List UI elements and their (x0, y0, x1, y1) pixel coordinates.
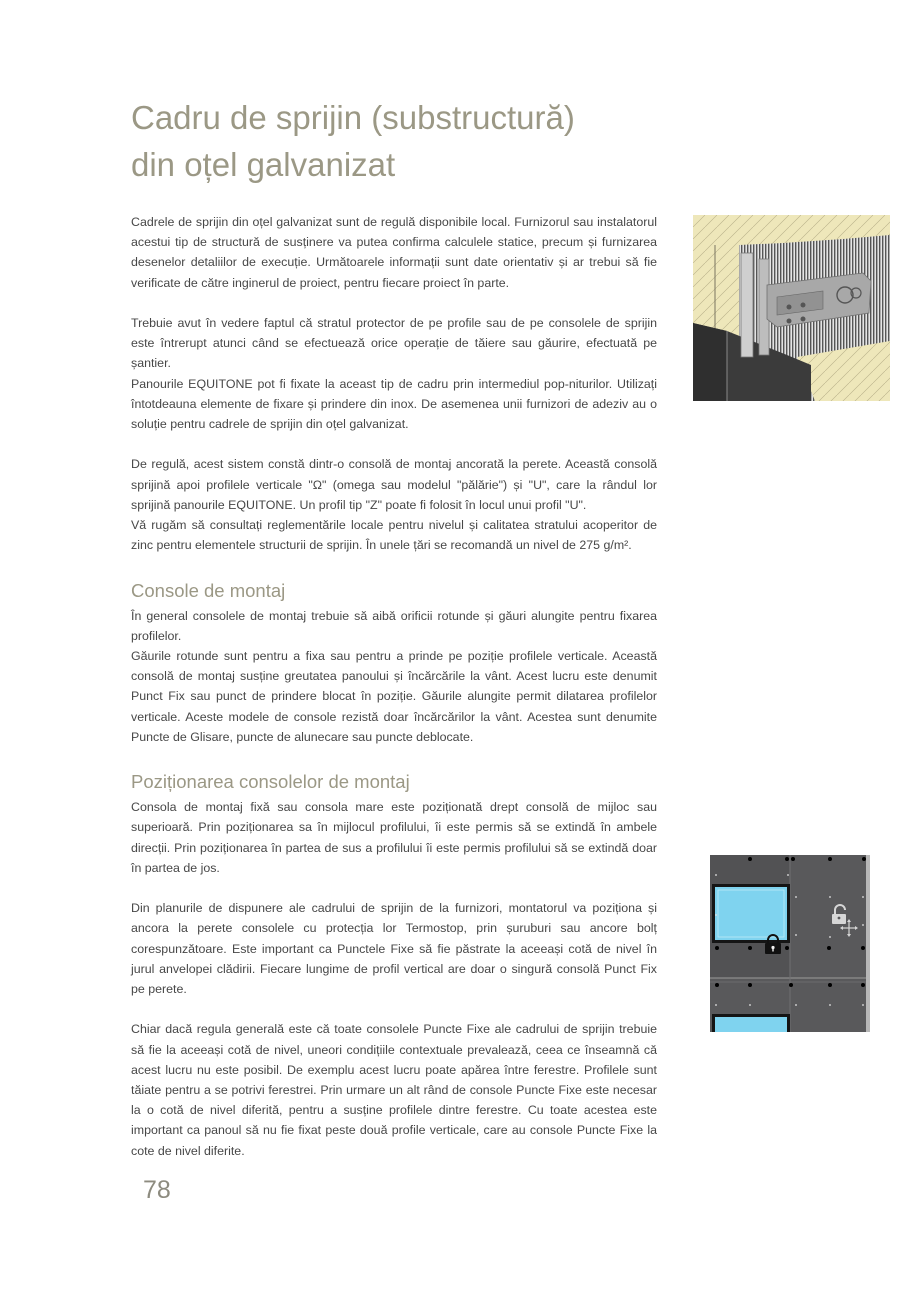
vertical-profile (741, 253, 753, 357)
paragraph-text: Găurile rotunde sunt pentru a fixa sau pentru a prinde pe poziție profilele verticale. Această consolă de montaj susține greutatea panoului și încărcările la vânt. Acest lucru este denumit Punct Fix sau punct de prindere blocat în poziție. Găurile alungite permit dilatarea profilelor verticale. Aceste modele de console rezistă doar încărcărilor la vânt. Acestea sunt denumite Puncte de Glisare, puncte de alunecare sau puncte deblocate. (131, 649, 657, 744)
paragraph-text: Panourile EQUITONE pot fi fixate la aceast tip de cadru prin intermediul pop-niturilor. Utilizați întotdeauna elemente de fixare și prindere din inox. De asemenea unii furnizori de adeziv au o soluție pentru cadrele de sprijin din oțel galvanizat. (131, 376, 657, 432)
panel-edge (866, 855, 870, 1032)
paragraph-text: Cadrele de sprijin din oțel galvanizat sunt de regulă disponibile local. Furnizorul sau instalatorul acestui tip de structură de susținere va putea confirma calculele statice, precum și furnizarea desenelor detaliilor de execuție. Următoarele informații sunt date orientativ și ar trebui să fie verificate de către inginerul de proiect, pentru fiecare proiect în parte. (131, 215, 657, 290)
page-number: 78 (143, 1176, 171, 1204)
section-heading-console: Console de montaj (131, 579, 286, 601)
paragraph-text: De regulă, acest sistem constă dintr-o consolă de montaj ancorată la perete. Această consolă sprijină apoi profilele verticale "Ω" (omega sau modelul "pălărie") și "U", care la rândul lor sprijină panourile EQUITONE. Un profil tip "Z" poate fi folosit în locul unui profil "U". (131, 457, 657, 512)
console-paragraph (131, 606, 657, 747)
page-title-line-1: Cadru de sprijin (substructură) (131, 99, 575, 136)
positioning-paragraph-3 (131, 1019, 657, 1160)
main-text-column (131, 212, 657, 1181)
paragraph-text: Consola de montaj fixă sau consola mare este poziționată drept consolă de mijloc sau superioară. Prin poziționarea sa în mijlocul profilului, îi este permis să se extindă în ambele direcții. Prin poziționarea în partea de sus a profilului îi este permis profilului să se extindă doar în partea de jos. (131, 800, 657, 875)
intro-paragraph-2 (131, 313, 657, 434)
rivet (801, 317, 806, 322)
paragraph-text: Chiar dacă regula generală este că toate consolele Puncte Fixe ale cadrului de sprijin trebuie să fie la aceeași cotă de nivel, uneori condițiile contextuale prevalează, ceea ce înseamnă că acest lucru nu este posibil. De exemplu acest lucru poate apărea între ferestre. Profilele sunt tăiate pentru a se potrivi ferestrei. Prin urmare un alt rând de console Puncte Fixe este necesar la o cotă de nivel diferită, pentru a susține profilele dintre ferestre. Cu toate acestea este important ca panoul să nu fie fixat peste două profile verticale, care au console Puncte Fixe la cote de nivel diferite. (131, 1022, 657, 1158)
facade-panel-left (693, 323, 727, 401)
intro-paragraph-1 (131, 212, 657, 293)
page-title-line-2: din oțel galvanizat (131, 146, 396, 183)
intro-paragraph-3 (131, 454, 657, 555)
positioning-paragraph-2 (131, 898, 657, 999)
positioning-paragraph-1 (131, 797, 657, 878)
section-heading-positioning: Poziționarea consolelor de montaj (131, 771, 410, 793)
paragraph-text: Trebuie avut în vedere faptul că stratul protector de pe profile sau de pe consolele de sprijin este întrerupt atunci când se efectuează orice operație de tăiere sau găurire, efectuată pe șantier. (131, 316, 657, 371)
bracket-illustration (693, 215, 890, 401)
window (712, 884, 790, 943)
window (712, 1014, 790, 1032)
paragraph-text: În general consolele de montaj trebuie să aibă orificii rotunde și găuri alungite pentru fixarea profilelor. (131, 608, 657, 643)
fixing-points-diagram (710, 855, 870, 1032)
rivet (801, 303, 806, 308)
rivet (787, 305, 792, 310)
rivet (787, 319, 792, 324)
paragraph-text: Vă rugăm să consultați reglementările locale pentru nivelul și calitatea stratului acoperitor de zinc pentru elementele structurii de sprijin. În unele țări se recomandă un nivel de 275 g/m². (131, 518, 657, 553)
page-title (131, 94, 575, 188)
paragraph-text: Din planurile de dispunere ale cadrului de sprijin de la furnizori, montatorul va poziționa și ancora la perete consolele cu protecția lor Termostop, prin șuruburi sau ancore bolț corespunzătoare. Este important ca Punctele Fixe să fie păstrate la aceeași cotă de nivel în jurul anvelopei clădirii. Fiecare lungime de profil vertical are doar o singură consolă Punct Fix pe perete. (131, 901, 657, 997)
